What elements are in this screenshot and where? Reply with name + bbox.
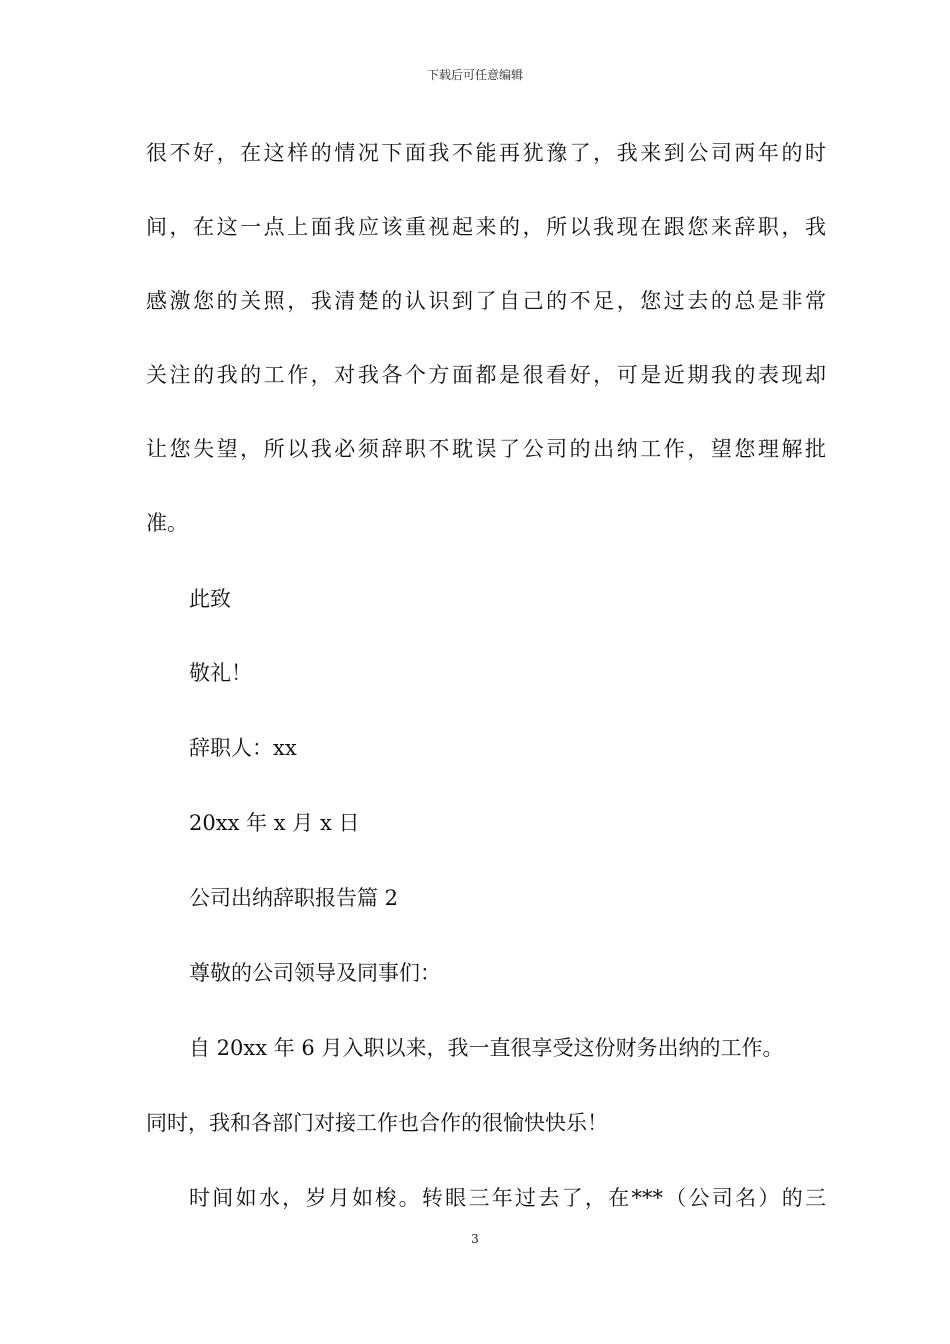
date-line: 20xx 年 x 月 x 日 xyxy=(189,811,360,835)
page-number: 3 xyxy=(471,1232,479,1246)
page-header-note: 下载后可任意编辑 xyxy=(426,68,523,82)
section-title: 公司出纳辞职报告篇 2 xyxy=(189,886,399,910)
paragraph2-line-2: 同时，我和各部门对接工作也合作的很愉快快乐！ xyxy=(146,1111,608,1135)
paragraph3-line-1: 时间如水，岁月如梭。转眼三年过去了，在***（公司名）的三 xyxy=(189,1186,826,1210)
paragraph-line-6: 准。 xyxy=(146,511,188,535)
paragraph2-line-1: 自 20xx 年 6 月入职以来，我一直很享受这份财务出纳的工作。 xyxy=(189,1036,784,1060)
paragraph-line-1: 很不好，在这样的情况下面我不能再犹豫了，我来到公司两年的时 xyxy=(146,141,826,165)
salute-line: 敬礼！ xyxy=(189,661,252,685)
paragraph-line-4: 关注的我的工作，对我各个方面都是很看好，可是近期我的表现却 xyxy=(146,363,826,387)
paragraph-line-5: 让您失望，所以我必须辞职不耽误了公司的出纳工作，望您理解批 xyxy=(146,437,826,461)
greeting-line: 尊敬的公司领导及同事们： xyxy=(189,961,441,985)
closing-line: 此致 xyxy=(189,587,231,611)
paragraph-line-3: 感激您的关照，我清楚的认识到了自己的不足，您过去的总是非常 xyxy=(146,289,826,313)
paragraph-line-2: 间，在这一点上面我应该重视起来的，所以我现在跟您来辞职，我 xyxy=(146,215,826,239)
signer-line: 辞职人：xx xyxy=(189,736,297,760)
